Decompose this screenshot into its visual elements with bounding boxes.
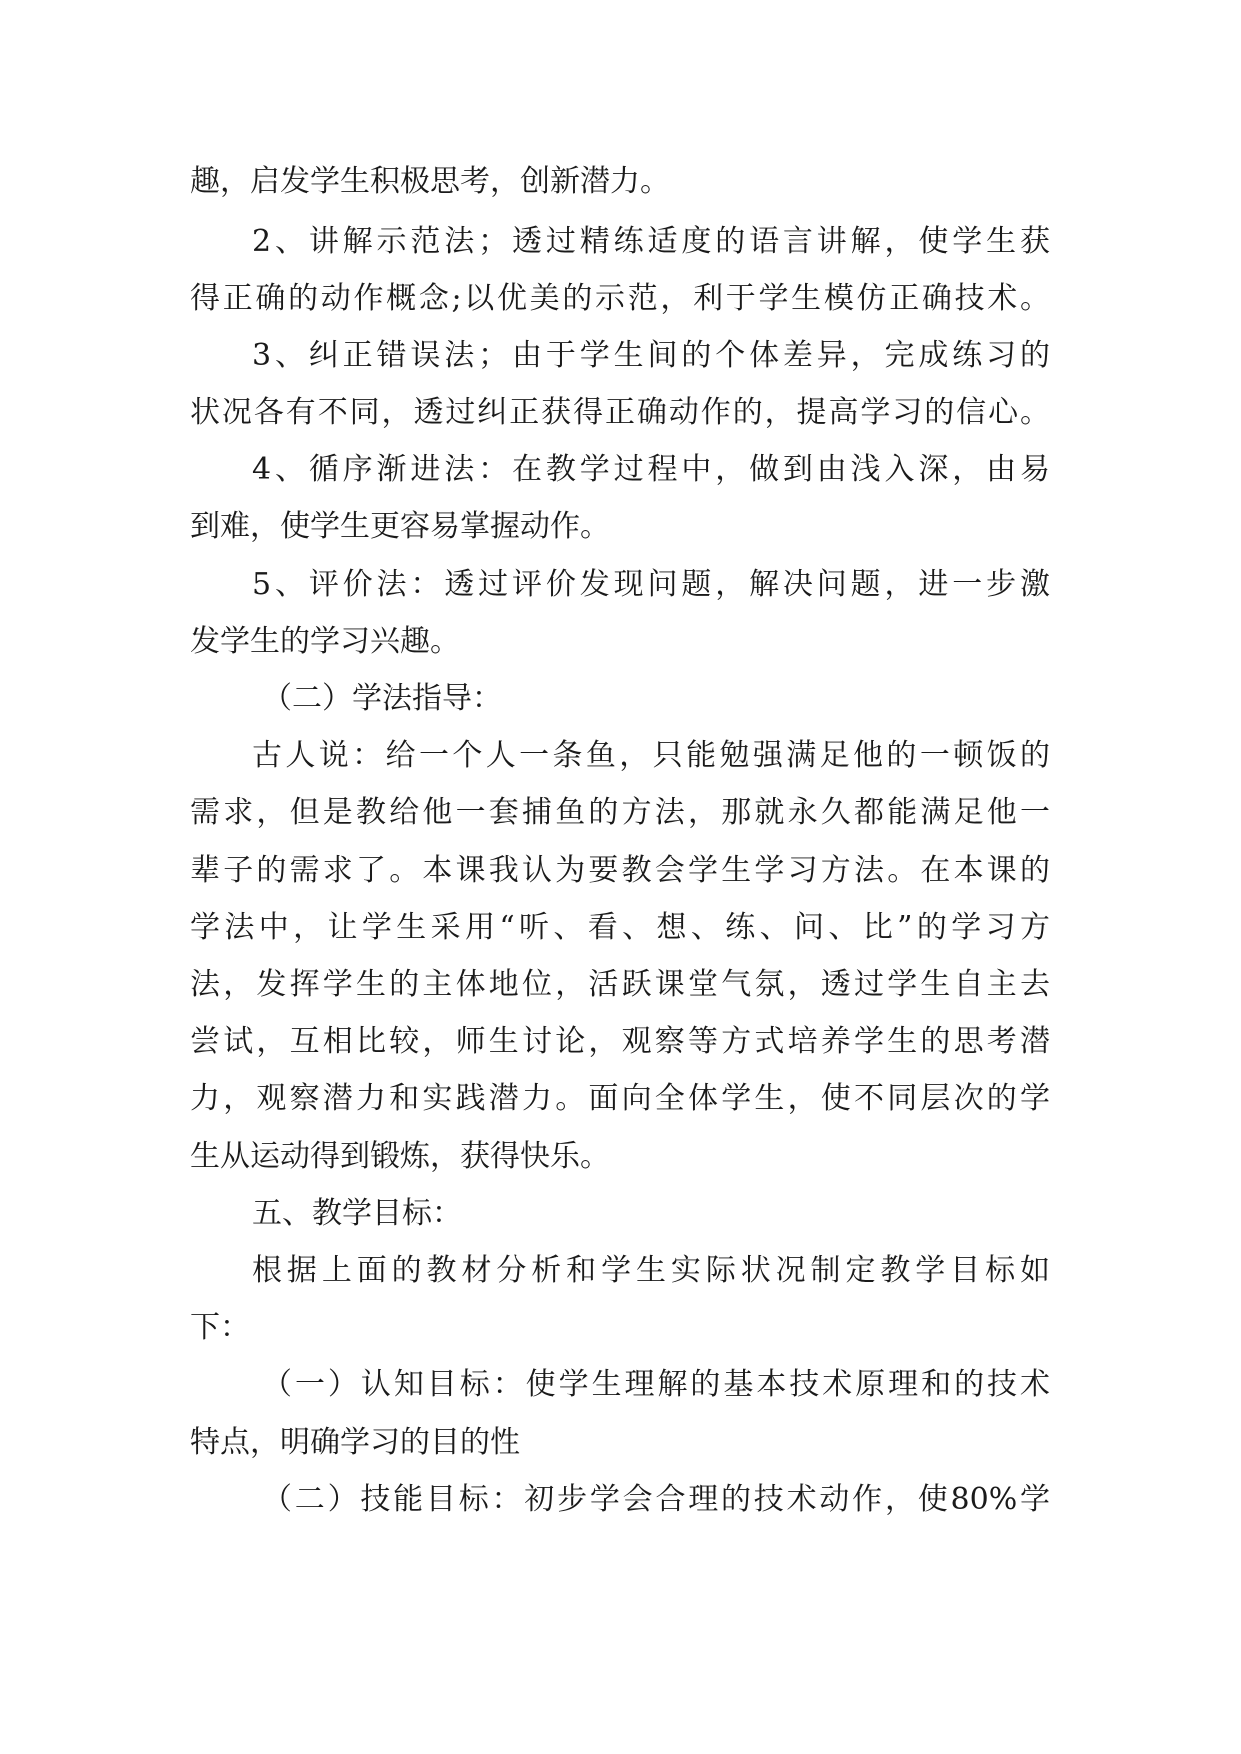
text-line-24: （二）技能目标：初步学会合理的技术动作，使80%学 [262, 1482, 1050, 1517]
text-line-21: 下： [190, 1310, 250, 1345]
text-line-14: 学法中，让学生采用“听、看、想、练、问、比”的学习方 [190, 910, 1050, 945]
text-line-11: 古人说：给一个人一条鱼，只能勉强满足他的一顿饭的 [252, 738, 1050, 773]
text-line-23: 特点，明确学习的目的性 [190, 1425, 520, 1460]
text-line-18: 生从运动得到锻炼，获得快乐。 [190, 1139, 610, 1174]
text-line-4: 3、纠正错误法；由于学生间的个体差异，完成练习的 [252, 338, 1050, 373]
text-line-20: 根据上面的教材分析和学生实际状况制定教学目标如 [252, 1253, 1050, 1288]
text-line-5: 状况各有不同，透过纠正获得正确动作的，提高学习的信心。 [190, 395, 1050, 430]
text-line-22: （一）认知目标：使学生理解的基本技术原理和的技术 [262, 1367, 1050, 1402]
text-line-2: 2、讲解示范法；透过精练适度的语言讲解，使学生获 [252, 224, 1050, 259]
text-line-8: 5、评价法：透过评价发现问题，解决问题，进一步激 [252, 567, 1050, 602]
text-line-1: 趣，启发学生积极思考，创新潜力。 [190, 164, 670, 199]
section-heading-study-guidance: （二）学法指导： [262, 681, 502, 716]
section-heading-teaching-goals: 五、教学目标： [252, 1196, 462, 1231]
text-line-16: 尝试，互相比较，师生讨论，观察等方式培养学生的思考潜 [190, 1024, 1050, 1059]
text-line-7: 到难，使学生更容易掌握动作。 [190, 509, 610, 544]
text-line-15: 法，发挥学生的主体地位，活跃课堂气氛，透过学生自主去 [190, 967, 1050, 1002]
text-line-17: 力，观察潜力和实践潜力。面向全体学生，使不同层次的学 [190, 1081, 1050, 1116]
text-line-6: 4、循序渐进法：在教学过程中，做到由浅入深，由易 [252, 452, 1050, 487]
text-line-13: 辈子的需求了。本课我认为要教会学生学习方法。在本课的 [190, 853, 1050, 888]
text-line-3: 得正确的动作概念;以优美的示范，利于学生模仿正确技术。 [190, 281, 1050, 316]
text-line-12: 需求，但是教给他一套捕鱼的方法，那就永久都能满足他一 [190, 795, 1050, 830]
text-line-9: 发学生的学习兴趣。 [190, 624, 460, 659]
